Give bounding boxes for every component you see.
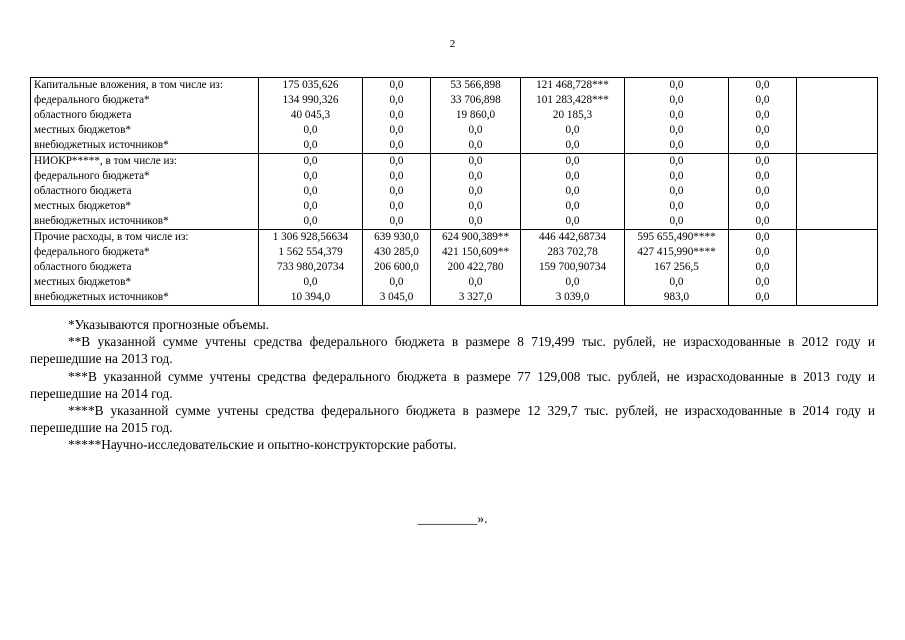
budget-table-body xyxy=(31,78,878,306)
value-cell xyxy=(797,290,878,306)
table-row xyxy=(31,184,878,199)
value-cell: 0,0 xyxy=(625,138,729,154)
footnote-2: **В указанной сумме учтены средства федерального бюджета в размере 8 719,499 тыс. рублей, не израсходованные в 2012 году и перешедшие на 2013 год. xyxy=(30,334,875,367)
value-cell: 0,0 xyxy=(259,184,363,199)
table-row xyxy=(31,290,878,306)
value-cell: 283 702,78 xyxy=(521,245,625,260)
value-cell: 0,0 xyxy=(729,214,797,230)
value-cell: 0,0 xyxy=(625,78,729,94)
value-cell: 20 185,3 xyxy=(521,108,625,123)
value-cell: 0,0 xyxy=(625,199,729,214)
row-label-cell: внебюджетных источников* xyxy=(31,214,259,230)
row-label-cell: местных бюджетов* xyxy=(31,275,259,290)
table-row xyxy=(31,275,878,290)
value-cell: 101 283,428*** xyxy=(521,93,625,108)
table-row xyxy=(31,169,878,184)
row-label-cell: местных бюджетов* xyxy=(31,199,259,214)
value-cell: 0,0 xyxy=(729,123,797,138)
value-cell: 0,0 xyxy=(431,214,521,230)
value-cell: 0,0 xyxy=(363,93,431,108)
row-label-cell: внебюджетных источников* xyxy=(31,138,259,154)
value-cell: 3 327,0 xyxy=(431,290,521,306)
value-cell: 0,0 xyxy=(729,260,797,275)
table-row xyxy=(31,199,878,214)
value-cell xyxy=(797,184,878,199)
value-cell: 0,0 xyxy=(363,108,431,123)
value-cell xyxy=(797,78,878,94)
value-cell xyxy=(797,260,878,275)
table-row xyxy=(31,93,878,108)
value-cell: 0,0 xyxy=(259,199,363,214)
value-cell: 0,0 xyxy=(521,169,625,184)
value-cell: 446 442,68734 xyxy=(521,230,625,246)
value-cell: 0,0 xyxy=(431,138,521,154)
row-label-cell: федерального бюджета* xyxy=(31,245,259,260)
footnotes xyxy=(30,316,875,454)
value-cell: 0,0 xyxy=(729,108,797,123)
value-cell: 0,0 xyxy=(521,123,625,138)
value-cell: 0,0 xyxy=(729,275,797,290)
footnote-3: ***В указанной сумме учтены средства федерального бюджета в размере 77 129,008 тыс. рублей, не израсходованные в 2013 году и перешедшие на 2014 год. xyxy=(30,368,875,401)
row-label-cell: областного бюджета xyxy=(31,108,259,123)
value-cell: 0,0 xyxy=(259,123,363,138)
value-cell: 0,0 xyxy=(363,169,431,184)
table-row xyxy=(31,78,878,94)
page-number: 2 xyxy=(449,38,456,50)
row-label-cell: внебюджетных источников* xyxy=(31,290,259,306)
value-cell: 175 035,626 xyxy=(259,78,363,94)
value-cell: 206 600,0 xyxy=(363,260,431,275)
value-cell: 0,0 xyxy=(259,169,363,184)
table-row xyxy=(31,138,878,154)
value-cell: 0,0 xyxy=(521,154,625,170)
value-cell: 10 394,0 xyxy=(259,290,363,306)
value-cell: 0,0 xyxy=(259,214,363,230)
value-cell: 0,0 xyxy=(729,245,797,260)
row-label-cell: Капитальные вложения, в том числе из: xyxy=(31,78,259,94)
value-cell: 430 285,0 xyxy=(363,245,431,260)
budget-table xyxy=(30,77,878,306)
value-cell: 421 150,609** xyxy=(431,245,521,260)
row-label-cell: областного бюджета xyxy=(31,260,259,275)
value-cell: 595 655,490**** xyxy=(625,230,729,246)
value-cell: 0,0 xyxy=(625,214,729,230)
value-cell: 0,0 xyxy=(625,123,729,138)
value-cell xyxy=(797,154,878,170)
value-cell: 0,0 xyxy=(729,290,797,306)
table-row xyxy=(31,154,878,170)
value-cell: 1 306 928,56634 xyxy=(259,230,363,246)
value-cell: 0,0 xyxy=(625,184,729,199)
value-cell: 0,0 xyxy=(363,199,431,214)
value-cell: 0,0 xyxy=(625,93,729,108)
value-cell xyxy=(797,108,878,123)
value-cell: 0,0 xyxy=(625,275,729,290)
value-cell: 0,0 xyxy=(431,169,521,184)
value-cell: 0,0 xyxy=(431,123,521,138)
value-cell: 0,0 xyxy=(259,138,363,154)
value-cell: 3 039,0 xyxy=(521,290,625,306)
value-cell: 19 860,0 xyxy=(431,108,521,123)
row-label-cell: местных бюджетов* xyxy=(31,123,259,138)
value-cell: 0,0 xyxy=(363,275,431,290)
value-cell xyxy=(797,169,878,184)
value-cell: 0,0 xyxy=(521,138,625,154)
value-cell: 0,0 xyxy=(431,199,521,214)
value-cell: 0,0 xyxy=(729,230,797,246)
value-cell: 983,0 xyxy=(625,290,729,306)
value-cell: 0,0 xyxy=(363,78,431,94)
value-cell: 200 422,780 xyxy=(431,260,521,275)
value-cell: 121 468,728*** xyxy=(521,78,625,94)
closing-mark: _________». xyxy=(417,511,488,526)
value-cell: 0,0 xyxy=(521,275,625,290)
value-cell: 0,0 xyxy=(729,78,797,94)
value-cell: 624 900,389** xyxy=(431,230,521,246)
value-cell: 0,0 xyxy=(521,199,625,214)
value-cell: 0,0 xyxy=(625,169,729,184)
value-cell: 0,0 xyxy=(431,184,521,199)
value-cell: 0,0 xyxy=(259,154,363,170)
value-cell: 53 566,898 xyxy=(431,78,521,94)
value-cell: 159 700,90734 xyxy=(521,260,625,275)
value-cell: 0,0 xyxy=(625,154,729,170)
value-cell xyxy=(797,93,878,108)
value-cell: 0,0 xyxy=(431,154,521,170)
value-cell: 0,0 xyxy=(521,184,625,199)
value-cell: 0,0 xyxy=(363,154,431,170)
value-cell: 0,0 xyxy=(729,138,797,154)
value-cell: 3 045,0 xyxy=(363,290,431,306)
table-row xyxy=(31,123,878,138)
value-cell: 167 256,5 xyxy=(625,260,729,275)
value-cell: 134 990,326 xyxy=(259,93,363,108)
value-cell: 0,0 xyxy=(259,275,363,290)
value-cell: 0,0 xyxy=(363,123,431,138)
row-label-cell: областного бюджета xyxy=(31,184,259,199)
table-row xyxy=(31,245,878,260)
value-cell: 0,0 xyxy=(363,184,431,199)
value-cell: 0,0 xyxy=(729,169,797,184)
table-row xyxy=(31,260,878,275)
footnote-1: *Указываются прогнозные объемы. xyxy=(68,317,270,332)
value-cell xyxy=(797,245,878,260)
value-cell: 0,0 xyxy=(625,108,729,123)
row-label-cell: федерального бюджета* xyxy=(31,93,259,108)
footnote-5: *****Научно-исследовательские и опытно-конструкторские работы. xyxy=(68,437,457,453)
row-label-cell: федерального бюджета* xyxy=(31,169,259,184)
value-cell: 0,0 xyxy=(729,184,797,199)
value-cell: 733 980,20734 xyxy=(259,260,363,275)
value-cell xyxy=(797,214,878,230)
value-cell xyxy=(797,199,878,214)
table-row xyxy=(31,230,878,246)
row-label-cell: НИОКР*****, в том числе из: xyxy=(31,154,259,170)
value-cell xyxy=(797,275,878,290)
value-cell: 0,0 xyxy=(729,199,797,214)
value-cell: 0,0 xyxy=(729,154,797,170)
value-cell xyxy=(797,138,878,154)
value-cell: 0,0 xyxy=(521,214,625,230)
value-cell: 0,0 xyxy=(363,138,431,154)
table-row xyxy=(31,214,878,230)
value-cell: 0,0 xyxy=(363,214,431,230)
value-cell xyxy=(797,230,878,246)
value-cell: 1 562 554,379 xyxy=(259,245,363,260)
table-row xyxy=(31,108,878,123)
row-label-cell: Прочие расходы, в том числе из: xyxy=(31,230,259,246)
value-cell: 0,0 xyxy=(431,275,521,290)
value-cell: 40 045,3 xyxy=(259,108,363,123)
value-cell: 639 930,0 xyxy=(363,230,431,246)
value-cell: 33 706,898 xyxy=(431,93,521,108)
value-cell xyxy=(797,123,878,138)
value-cell: 0,0 xyxy=(729,93,797,108)
footnote-4: ****В указанной сумме учтены средства федерального бюджета в размере 12 329,7 тыс. рублей, не израсходованные в 2014 году и перешедшие на 2015 год. xyxy=(30,403,875,436)
value-cell: 427 415,990**** xyxy=(625,245,729,260)
